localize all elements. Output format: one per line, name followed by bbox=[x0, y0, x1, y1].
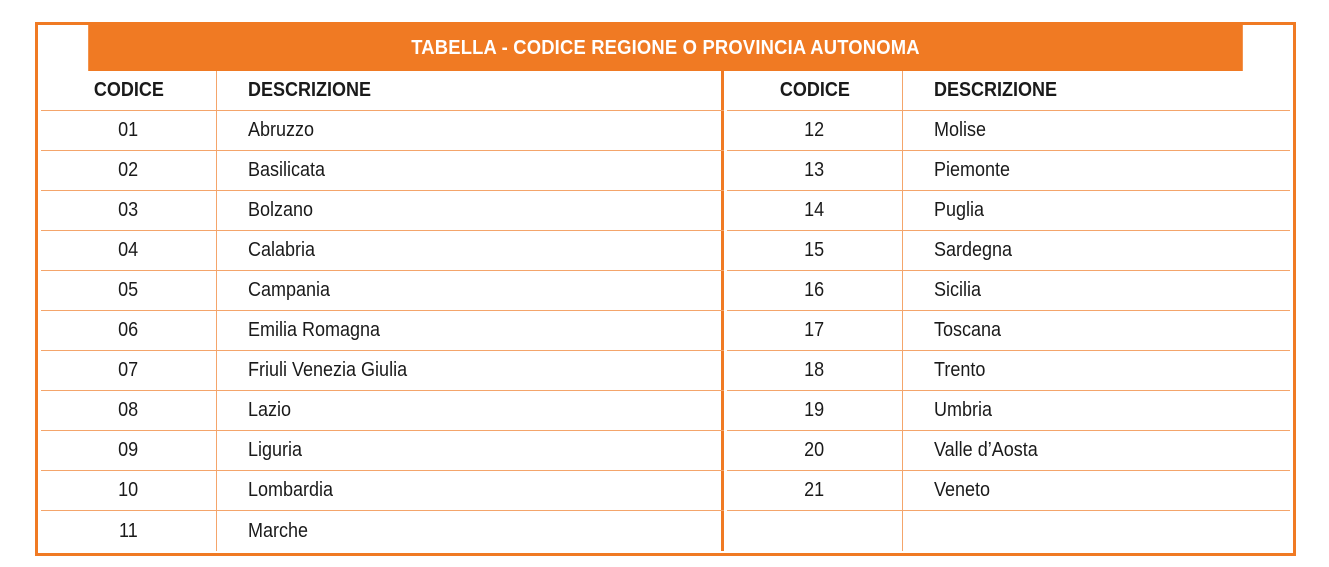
table-body bbox=[38, 71, 1293, 551]
code-cell bbox=[727, 311, 903, 350]
code-cell bbox=[727, 191, 903, 230]
code-cell bbox=[727, 431, 903, 470]
table-row bbox=[41, 271, 724, 311]
region-code: 11 bbox=[119, 519, 138, 542]
table-row bbox=[727, 391, 1290, 431]
region-description: Sardegna bbox=[934, 239, 1013, 261]
description-cell bbox=[903, 391, 1290, 430]
table-title: TABELLA - CODICE REGIONE O PROVINCIA AUTONOMA bbox=[88, 25, 1243, 71]
header-code-label: CODICE bbox=[93, 79, 164, 101]
description-cell bbox=[903, 151, 1290, 190]
table-row bbox=[727, 511, 1290, 551]
region-code: 04 bbox=[118, 239, 139, 261]
region-description: Umbria bbox=[934, 399, 993, 421]
region-description: Bolzano bbox=[248, 199, 314, 221]
code-cell bbox=[41, 271, 217, 310]
region-code: 14 bbox=[804, 199, 825, 221]
code-cell bbox=[41, 351, 217, 390]
table-row bbox=[727, 151, 1290, 191]
region-code: 07 bbox=[118, 359, 139, 381]
description-cell bbox=[903, 191, 1290, 230]
region-code: 06 bbox=[118, 319, 139, 341]
description-cell bbox=[903, 351, 1290, 390]
description-cell bbox=[217, 311, 724, 350]
region-code: 05 bbox=[118, 279, 139, 301]
region-code: 16 bbox=[804, 279, 825, 301]
region-description: Piemonte bbox=[934, 159, 1011, 181]
region-description: Abruzzo bbox=[248, 119, 315, 141]
code-cell bbox=[727, 511, 903, 551]
region-description: Trento bbox=[934, 359, 986, 381]
description-cell bbox=[903, 231, 1290, 270]
code-cell bbox=[41, 511, 217, 551]
table-row bbox=[41, 351, 724, 391]
table-row bbox=[41, 151, 724, 191]
table-row bbox=[727, 431, 1290, 471]
region-code: 21 bbox=[804, 479, 825, 501]
description-cell bbox=[217, 151, 724, 190]
description-cell bbox=[217, 511, 724, 551]
table-row bbox=[727, 231, 1290, 271]
code-cell bbox=[727, 471, 903, 510]
code-cell bbox=[41, 311, 217, 350]
code-cell bbox=[727, 231, 903, 270]
code-cell bbox=[41, 471, 217, 510]
table-row bbox=[727, 471, 1290, 511]
region-code: 09 bbox=[118, 439, 139, 461]
region-code: 15 bbox=[804, 239, 825, 261]
description-cell bbox=[903, 271, 1290, 310]
region-description: Marche bbox=[248, 519, 309, 542]
code-cell bbox=[727, 151, 903, 190]
code-cell bbox=[727, 271, 903, 310]
table-row bbox=[41, 311, 724, 351]
description-cell bbox=[217, 471, 724, 510]
region-description: Emilia Romagna bbox=[248, 319, 381, 341]
region-description: Lombardia bbox=[248, 479, 334, 501]
region-code-table bbox=[35, 22, 1296, 556]
code-cell bbox=[41, 431, 217, 470]
header-code-label: CODICE bbox=[779, 79, 850, 101]
description-cell bbox=[217, 391, 724, 430]
table-row bbox=[727, 191, 1290, 231]
code-cell bbox=[41, 111, 217, 150]
description-cell bbox=[903, 431, 1290, 470]
table-row bbox=[41, 511, 724, 551]
region-code: 13 bbox=[804, 159, 825, 181]
description-cell bbox=[903, 471, 1290, 510]
table-row bbox=[727, 111, 1290, 151]
region-code: 10 bbox=[118, 479, 139, 501]
code-cell bbox=[727, 351, 903, 390]
header-row-left bbox=[41, 71, 724, 111]
region-code: 12 bbox=[804, 119, 825, 141]
code-cell bbox=[41, 191, 217, 230]
header-description-label: DESCRIZIONE bbox=[934, 79, 1058, 101]
table-row bbox=[727, 271, 1290, 311]
header-description-label: DESCRIZIONE bbox=[248, 79, 372, 101]
header-description-left bbox=[217, 71, 724, 110]
description-cell bbox=[217, 431, 724, 470]
description-cell bbox=[217, 271, 724, 310]
region-code: 20 bbox=[804, 439, 825, 461]
table-row bbox=[727, 311, 1290, 351]
table-row bbox=[41, 191, 724, 231]
code-cell bbox=[727, 391, 903, 430]
description-cell bbox=[217, 351, 724, 390]
description-cell bbox=[903, 511, 1290, 551]
description-cell bbox=[903, 111, 1290, 150]
right-grid bbox=[727, 71, 1290, 551]
table-row bbox=[41, 391, 724, 431]
region-description: Molise bbox=[934, 119, 987, 141]
header-code-right bbox=[727, 71, 903, 110]
code-cell bbox=[41, 231, 217, 270]
table-row bbox=[41, 231, 724, 271]
table-right-half bbox=[724, 71, 1293, 551]
region-code: 18 bbox=[804, 359, 825, 381]
header-description-right bbox=[903, 71, 1290, 110]
left-grid bbox=[41, 71, 724, 551]
region-description: Calabria bbox=[248, 239, 316, 261]
region-code: 03 bbox=[118, 199, 139, 221]
description-cell bbox=[903, 311, 1290, 350]
code-cell bbox=[41, 391, 217, 430]
table-left-half bbox=[38, 71, 724, 551]
region-code: 02 bbox=[118, 159, 139, 181]
region-code: 01 bbox=[118, 119, 139, 141]
region-description: Campania bbox=[248, 279, 331, 301]
region-description: Puglia bbox=[934, 199, 985, 221]
region-description: Liguria bbox=[248, 439, 303, 461]
description-cell bbox=[217, 191, 724, 230]
table-row bbox=[727, 351, 1290, 391]
region-code: 17 bbox=[804, 319, 825, 341]
region-description: Valle d’Aosta bbox=[934, 439, 1038, 461]
header-row-right bbox=[727, 71, 1290, 111]
region-description: Basilicata bbox=[248, 159, 326, 181]
description-cell bbox=[217, 111, 724, 150]
region-description: Veneto bbox=[934, 479, 991, 501]
header-code-left bbox=[41, 71, 217, 110]
region-description: Lazio bbox=[248, 399, 292, 421]
code-cell bbox=[727, 111, 903, 150]
description-cell bbox=[217, 231, 724, 270]
code-cell bbox=[41, 151, 217, 190]
region-code: 19 bbox=[804, 399, 825, 421]
region-description: Sicilia bbox=[934, 279, 982, 301]
table-row bbox=[41, 471, 724, 511]
region-description: Toscana bbox=[934, 319, 1002, 341]
region-description: Friuli Venezia Giulia bbox=[248, 359, 408, 381]
region-code: 08 bbox=[118, 399, 139, 421]
table-row bbox=[41, 431, 724, 471]
table-row bbox=[41, 111, 724, 151]
